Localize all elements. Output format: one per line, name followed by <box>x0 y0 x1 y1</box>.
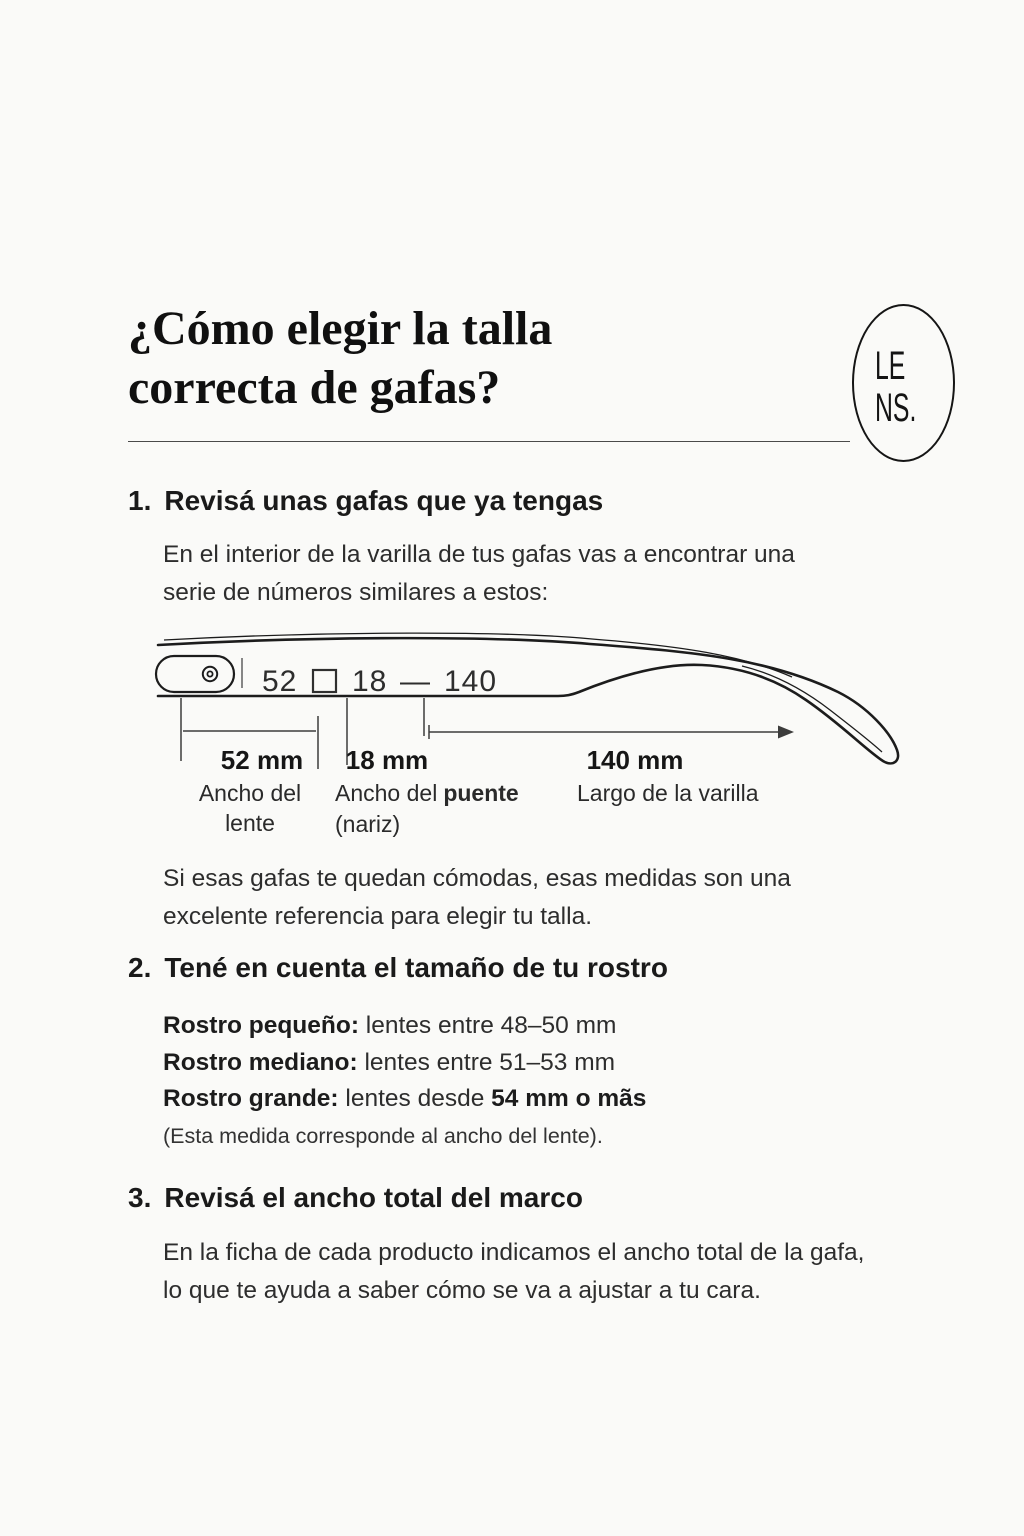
page-title-line2: correcta de gafas? <box>128 361 501 414</box>
bridge-width-value: 18 mm <box>345 745 429 775</box>
glasses-temple-diagram <box>130 616 930 848</box>
page-title-line1: ¿Cómo elegir la talla <box>128 302 553 355</box>
face-size-row-large <box>163 1081 646 1118</box>
lens-logo-text <box>875 345 916 429</box>
face-size-row-large-desc: lentes desde <box>338 1085 492 1112</box>
section1-heading-text: Revisá unas gafas que ya tengas <box>164 485 604 516</box>
engraving-temple-length: 140 <box>444 665 498 698</box>
header-divider <box>128 441 850 442</box>
engraving-bridge-width: 18 <box>352 665 388 698</box>
section2-note: (Esta medida corresponde al ancho del lente). <box>163 1124 603 1148</box>
lens-width-value: 52 mm <box>220 745 304 775</box>
page-title <box>128 299 552 417</box>
hinge-plate <box>156 656 234 692</box>
face-size-row-small-term: Rostro pequeño: <box>163 1012 359 1039</box>
engraving-square-symbol <box>313 670 336 692</box>
section3-body-line1: En la ficha de cada producto indicamos el ancho total de la gafa, <box>163 1239 865 1266</box>
engraving-lens-width: 52 <box>262 665 298 698</box>
temple-length-value: 140 mm <box>586 745 684 775</box>
lens-logo-line1: LE <box>875 344 906 388</box>
bridge-label-bold: puente <box>443 780 519 806</box>
face-size-row-small <box>163 1008 646 1045</box>
face-size-list <box>163 1008 646 1118</box>
section2-heading <box>128 953 668 983</box>
section2-number: 2. <box>128 952 152 983</box>
bridge-width-label-line1 <box>335 780 519 806</box>
bridge-label-regular: Ancho del <box>335 780 438 806</box>
section3-body-line2: lo que te ayuda a saber cómo se va a ajustar a tu cara. <box>163 1277 761 1304</box>
face-size-row-large-desc-bold: 54 mm o mãs <box>491 1085 647 1112</box>
face-size-row-small-desc: lentes entre 48–50 mm <box>359 1012 617 1039</box>
section1-intro <box>163 536 795 612</box>
section1-intro-line2: serie de números similares a estos: <box>163 579 549 606</box>
hinge-screw-outer-ring <box>203 667 217 681</box>
section1-heading <box>128 486 603 516</box>
temple-length-label: Largo de la varilla <box>577 780 759 806</box>
section3-heading <box>128 1183 583 1213</box>
face-size-row-medium <box>163 1045 646 1082</box>
section3-heading-text: Revisá el ancho total del marco <box>164 1182 583 1213</box>
lens-width-label-line2: lente <box>225 810 275 836</box>
lens-logo-line2: NS. <box>875 386 917 430</box>
face-size-row-medium-term: Rostro mediano: <box>163 1048 358 1076</box>
bridge-width-label-line2: (nariz) <box>335 811 401 837</box>
engraving-dash: — <box>400 665 431 698</box>
engraving-text <box>262 665 497 698</box>
face-size-row-large-term: Rostro grande: <box>163 1085 339 1112</box>
hinge-screw-inner-ring <box>207 671 212 676</box>
dimension-arrowhead <box>778 726 794 739</box>
section2-heading-text: Tené en cuenta el tamaño de tu rostro <box>164 952 668 983</box>
face-size-row-medium-desc: lentes entre 51–53 mm <box>357 1048 616 1076</box>
section1-number: 1. <box>128 485 152 516</box>
section1-outro <box>163 860 791 936</box>
section3-body <box>163 1234 864 1310</box>
lens-width-label-line1: Ancho del <box>198 780 302 806</box>
lens-logo <box>852 304 955 462</box>
section1-outro-line2: excelente referencia para elegir tu talla. <box>163 903 593 930</box>
section1-outro-line1: Si esas gafas te quedan cómodas, esas medidas son una <box>163 865 791 892</box>
section3-number: 3. <box>128 1182 152 1213</box>
temple-inner-edge-line <box>742 666 882 752</box>
section1-intro-line1: En el interior de la varilla de tus gafas vas a encontrar una <box>163 541 795 568</box>
